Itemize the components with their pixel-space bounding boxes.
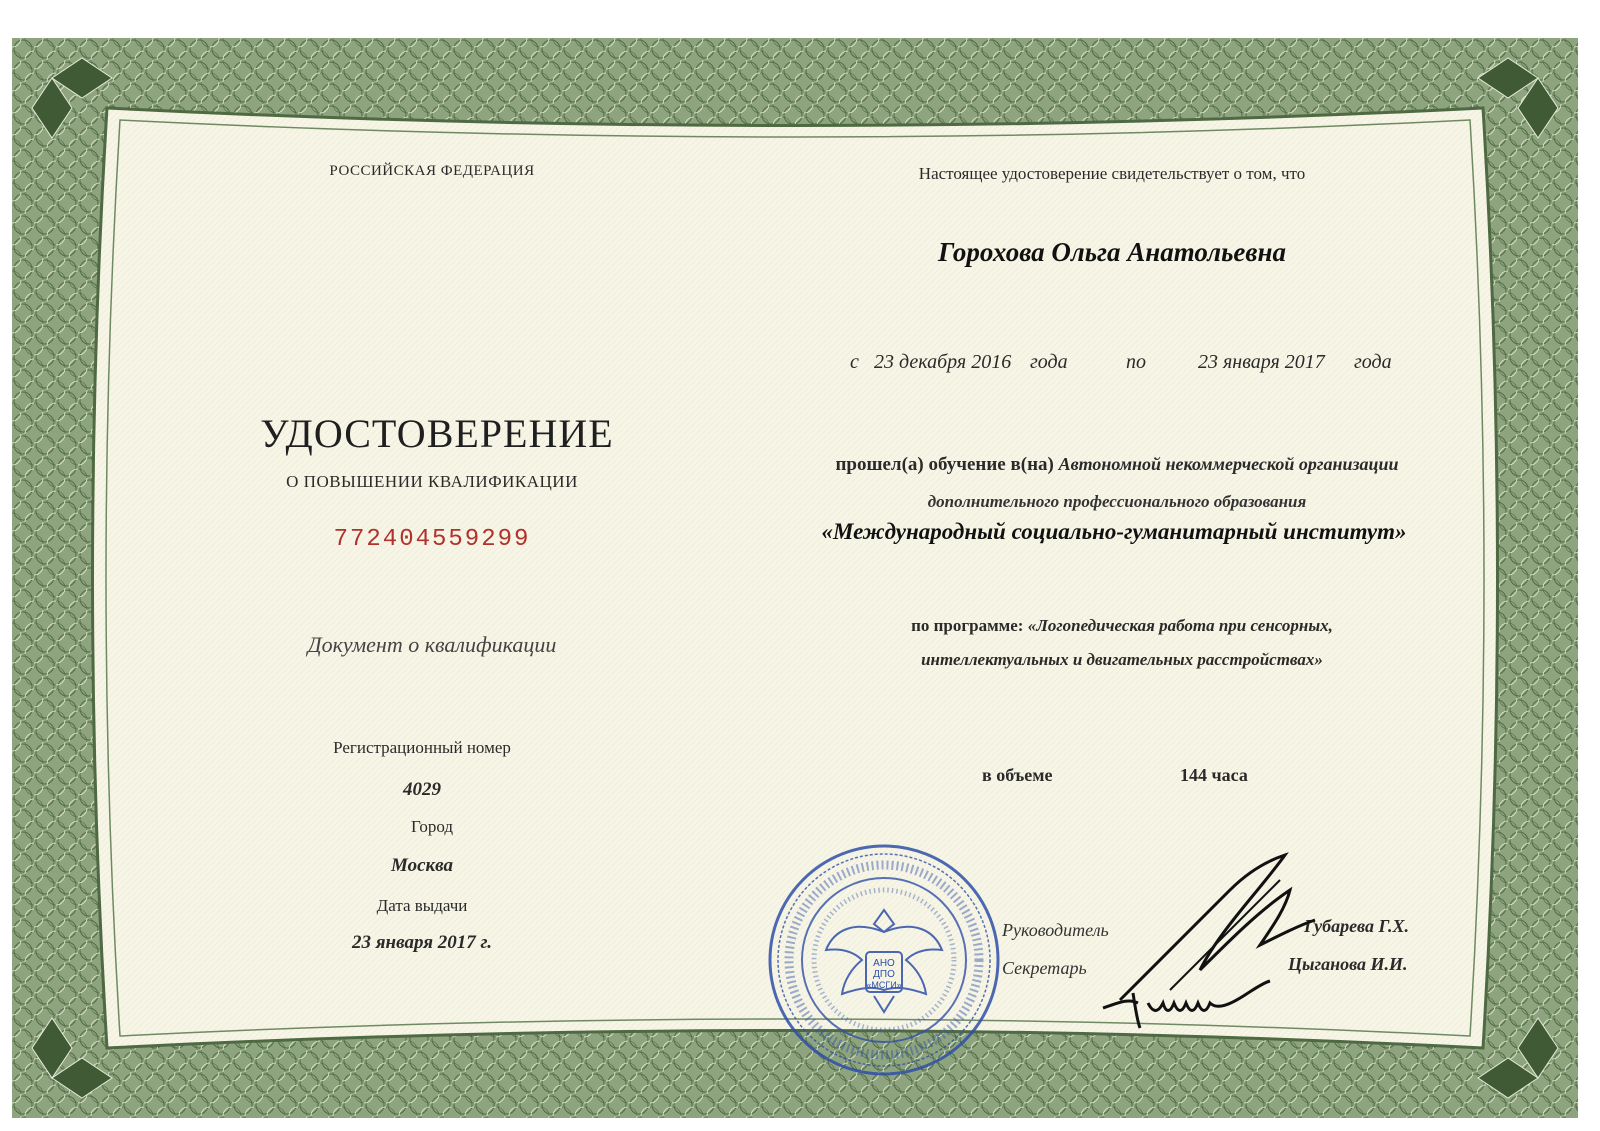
document-subtitle: О ПОВЫШЕНИИ КВАЛИФИКАЦИИ [286,472,578,491]
holder-name: Горохова Ольга Анатольевна [938,237,1286,267]
registration-number: 4029 [403,779,441,800]
registration-label: Регистрационный номер [333,738,511,757]
stamp-text-3: «МСГИ» [866,980,902,990]
period-from-prefix: с [850,351,859,373]
training-prefix: прошел(а) обучение в(на) [835,454,1054,475]
secretary-signature [1098,973,1278,1033]
certificate-document [12,38,1578,1118]
issue-date: 23 января 2017 г. [352,932,492,953]
intro-text: Настоящее удостоверение свидетельствует о том, что [918,164,1306,183]
period-from-date: 23 декабря 2016 [874,351,1012,373]
stamp-text-2: ДПО [873,969,895,980]
city-label: Город [411,817,453,836]
institute-name: «Международный социально-гуманитарный институт» [821,519,1407,544]
stamp-text-1: АНО [873,958,895,969]
program-line-1 [802,616,1442,636]
city-value: Москва [390,855,454,876]
training-line [777,454,1457,476]
head-label: Руководитель [1002,920,1109,940]
org-line-2: дополнительного профессионального образования [927,492,1307,511]
country-label: РОССИЙСКАЯ ФЕДЕРАЦИЯ [329,163,535,179]
head-name: Губарева Г.Х. [1304,916,1410,936]
official-seal [764,840,1004,1080]
program-prefix: по программе: [911,616,1024,635]
program-name-2: интеллектуальных и двигательных расстройствах» [921,650,1323,669]
org-line-1: Автономной некоммерческой организации [1058,454,1399,474]
volume-value: 144 часа [1180,765,1248,785]
period-to-prefix: по [1126,351,1146,373]
program-name-1: «Логопедическая работа при сенсорных, [1027,616,1333,635]
issue-date-label: Дата выдачи [376,896,468,915]
secretary-name: Цыганова И.И. [1288,954,1408,974]
serial-number: 772404559299 [333,526,531,553]
period-to-suffix: года [1354,351,1392,373]
period-from-suffix: года [1030,351,1068,373]
secretary-label: Секретарь [1002,958,1087,978]
document-type: Документ о квалификации [307,632,557,657]
volume-label: в объеме [982,765,1053,785]
document-title: УДОСТОВЕРЕНИЕ [260,411,614,456]
period-to-date: 23 января 2017 [1198,351,1325,373]
